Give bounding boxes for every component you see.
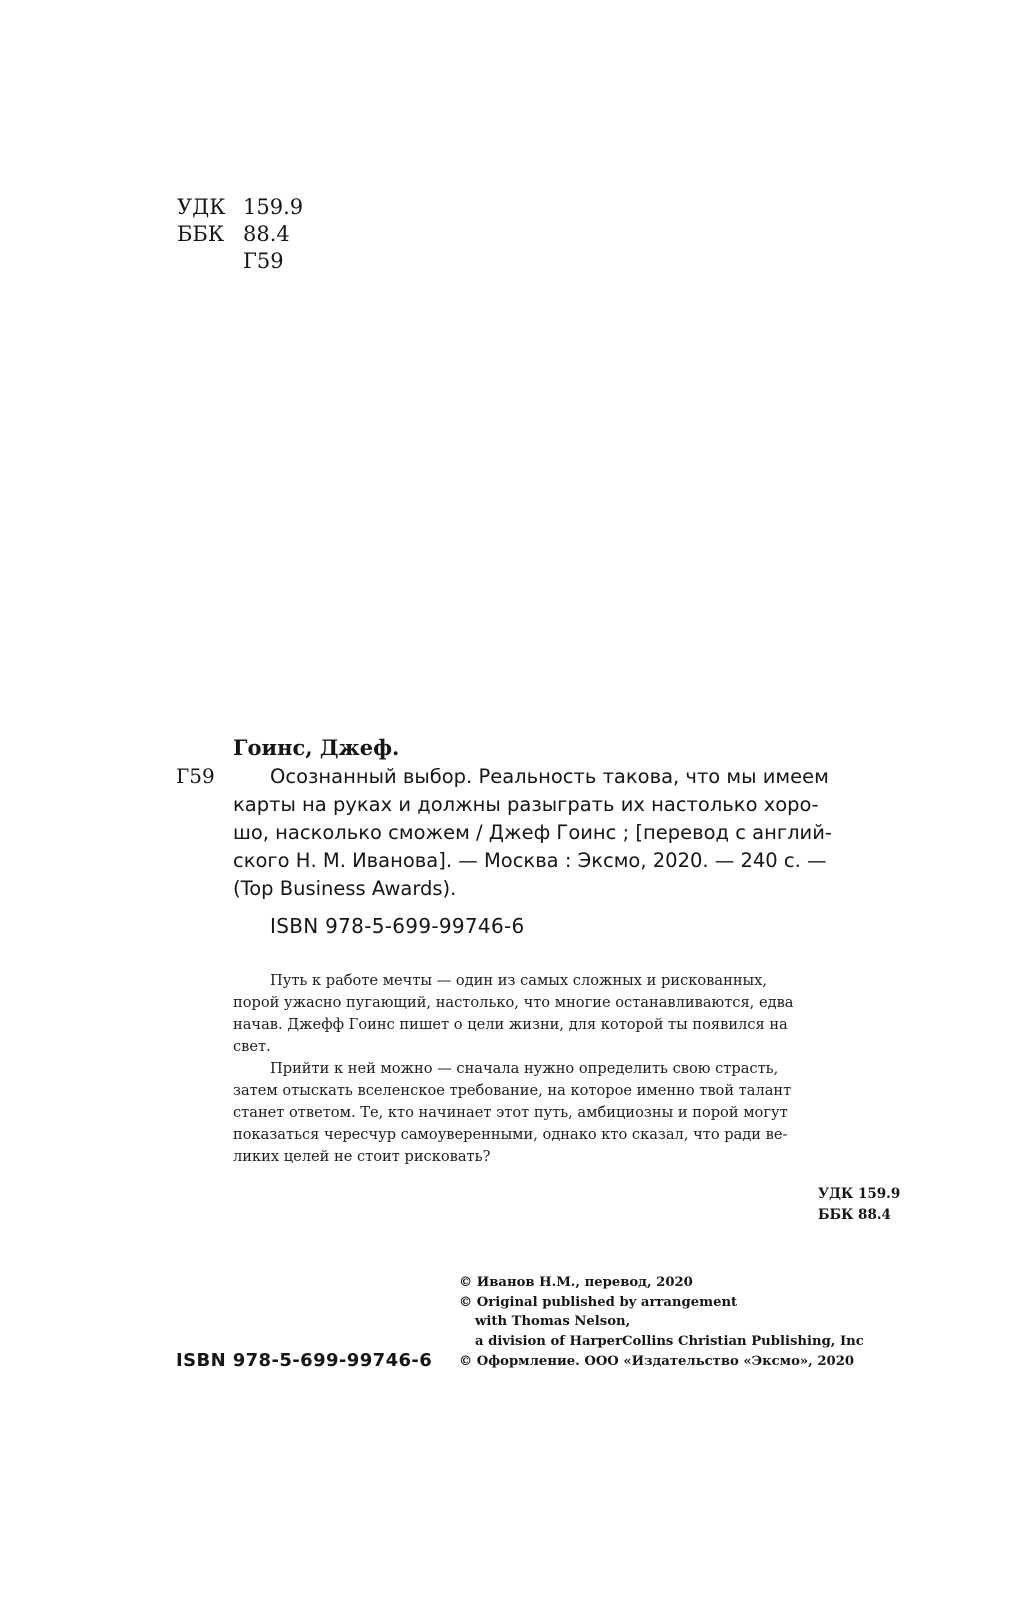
annotation-line: порой ужасно пугающий, настолько, что многие останавливаются, едва	[233, 994, 794, 1011]
annotation-line: затем отыскать вселенское требование, на которое именно твой талант	[233, 1082, 792, 1099]
copyright-line: a division of HarperCollins Christian Publishing, Inc	[475, 1334, 864, 1349]
description-line: карты на руках и должны разыграть их настолько хоро-	[233, 793, 819, 816]
annotation-line: показаться чересчур самоуверенными, однако кто сказал, что ради ве-	[233, 1126, 788, 1143]
author-sign-top: Г59	[243, 249, 284, 273]
description-line: ского Н. М. Иванова]. — Москва : Эксмо, 2020. — 240 с. —	[233, 849, 827, 872]
bbk-bottom: ББК 88.4	[818, 1207, 891, 1223]
annotation-line: свет.	[233, 1038, 271, 1055]
annotation-line: ликих целей не стоит рисковать?	[233, 1148, 491, 1165]
udk-line	[177, 194, 303, 221]
udk-value: 159.9	[243, 195, 304, 219]
bbk-label: ББК	[177, 222, 225, 246]
annotation-line: Путь к работе мечты — один из самых сложных и рискованных,	[270, 972, 768, 989]
bbk-value: 88.4	[243, 222, 290, 246]
annotation-line: Прийти к ней можно — сначала нужно определить свою страсть,	[270, 1060, 779, 1077]
copyright-line: © Иванов Н.М., перевод, 2020	[459, 1275, 693, 1290]
bbk-line	[177, 221, 290, 248]
copyright-line: © Original published by arrangement	[459, 1295, 738, 1310]
copyright-line: © Оформление. ООО «Издательство «Эксмо», 2020	[459, 1354, 855, 1369]
author-sign: Г59	[176, 764, 215, 788]
author-heading: Гоинс, Джеф.	[233, 735, 400, 760]
isbn-record: ISBN 978-5-699-99746-6	[270, 914, 525, 938]
isbn-bottom: ISBN 978-5-699-99746-6	[176, 1350, 433, 1371]
udk-label: УДК	[177, 195, 226, 219]
annotation-line: станет ответом. Те, кто начинает этот путь, амбициозны и порой могут	[233, 1104, 788, 1121]
description-line: (Top Business Awards).	[233, 877, 457, 900]
annotation-line: начав. Джефф Гоинс пишет о цели жизни, для которой ты появился на	[233, 1016, 788, 1033]
description-line: шо, насколько сможем / Джеф Гоинс ; [перевод с англий-	[233, 821, 832, 844]
description-line: Осознанный выбор. Реальность такова, что мы имеем	[270, 765, 829, 788]
udk-bottom: УДК 159.9	[818, 1186, 901, 1202]
copyright-line: with Thomas Nelson,	[475, 1314, 631, 1329]
